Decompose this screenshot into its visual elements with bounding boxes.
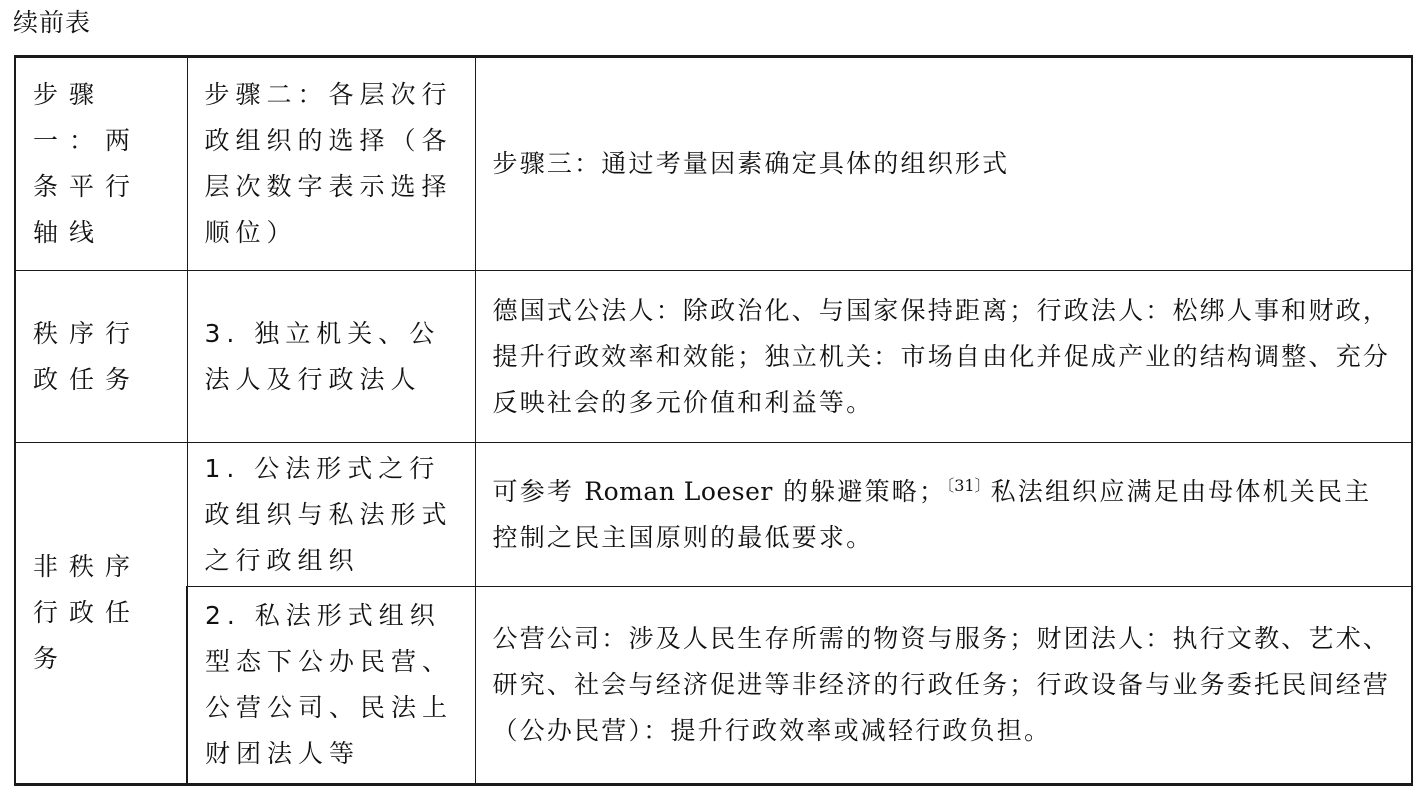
organization-form-table bbox=[14, 55, 1413, 786]
header-step3-text: 步骤三：通过考量因素确定具体的组织形式 bbox=[492, 149, 1010, 178]
header-step1-cell bbox=[15, 57, 187, 271]
footnote-ref: 〔31〕 bbox=[946, 475, 991, 495]
header-step2-text: 步骤二：各层次行政组织的选择（各层次数字表示选择顺位） bbox=[204, 80, 453, 247]
table-header-row bbox=[15, 57, 1412, 271]
detail-text: 德国式公法人：除政治化、与国家保持距离；行政法人：松绑人事和财政，提升行政效率和效能；独立机关：市场自由化并促成产业的结构调整、充分反映社会的多元价值和利益等。 bbox=[492, 295, 1391, 417]
choice-cell bbox=[187, 587, 475, 785]
table-row bbox=[15, 443, 1412, 587]
detail-text-middle: 的躲避策略； bbox=[782, 476, 947, 506]
header-step3-cell bbox=[475, 57, 1412, 271]
axis-cell bbox=[15, 443, 187, 785]
header-step1-text: 步骤一：两条平行轴线 bbox=[33, 80, 142, 247]
choice-text: 3. 独立机关、公法人及行政法人 bbox=[204, 318, 441, 394]
detail-text-prefix: 可参考 bbox=[492, 476, 575, 506]
detail-cell bbox=[475, 587, 1412, 785]
detail-cell bbox=[475, 443, 1412, 587]
author-name: Roman Loeser bbox=[584, 476, 773, 506]
choice-text: 1. 公法形式之行政组织与私法形式之行政组织 bbox=[204, 453, 453, 575]
choice-cell bbox=[187, 443, 475, 587]
detail-text: 公营公司：涉及人民生存所需的物资与服务；财团法人：执行文教、艺术、研究、社会与经济促进等非经济的行政任务；行政设备与业务委托民间经营（公办民营）：提升行政效率或减轻行政负担。 bbox=[492, 624, 1391, 745]
axis-label: 非秩序行政任务 bbox=[33, 552, 142, 673]
choice-cell bbox=[187, 271, 475, 443]
choice-text: 2. 私法形式组织型态下公办民营、公营公司、民法上财团法人等 bbox=[205, 601, 454, 768]
table-row bbox=[15, 587, 1412, 785]
detail-cell bbox=[475, 271, 1412, 443]
axis-label: 秩序行政任务 bbox=[33, 318, 142, 394]
header-step2-cell bbox=[187, 57, 475, 271]
axis-cell bbox=[15, 271, 187, 443]
table-caption: 续前表 bbox=[13, 8, 92, 37]
table-row bbox=[15, 271, 1412, 443]
detail-text-suffix: 私法组织应满足由母体机关民主控制之民主国原则的最低要求。 bbox=[492, 476, 1372, 552]
